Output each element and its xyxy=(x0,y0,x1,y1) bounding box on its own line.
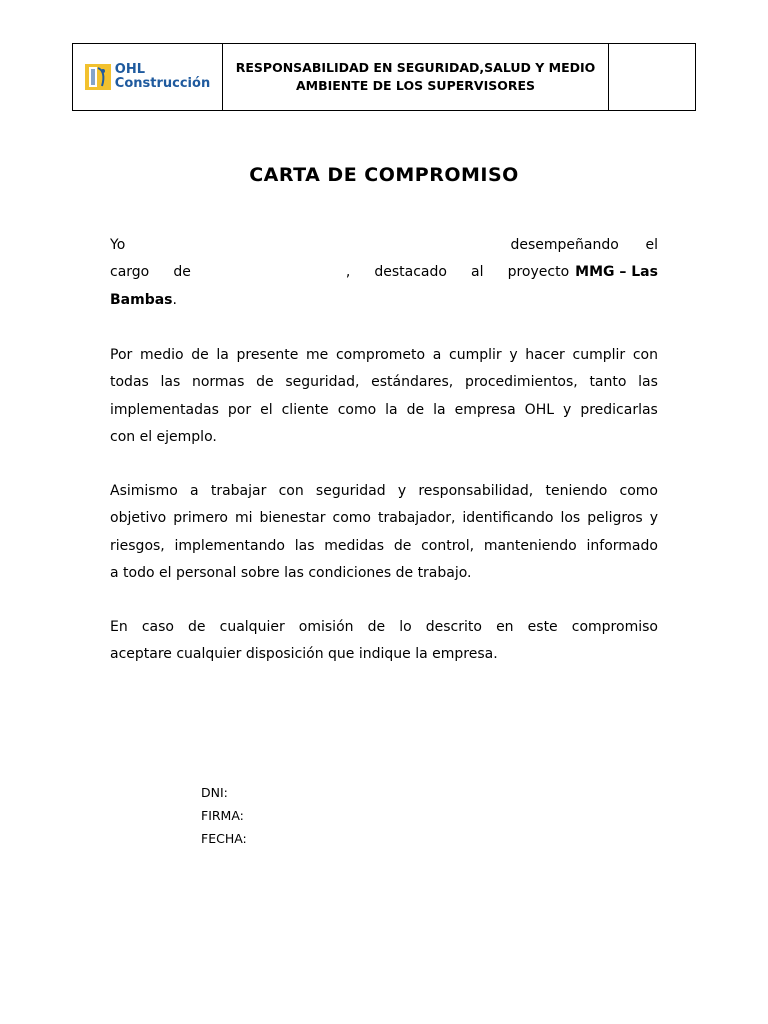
word: medio xyxy=(139,347,184,363)
word: implementando xyxy=(174,537,285,554)
intro-el: el xyxy=(645,237,658,253)
word: teniendo xyxy=(545,483,608,499)
intro-comma: , xyxy=(345,264,351,281)
word: con xyxy=(278,483,304,499)
dni-label: DNI: xyxy=(201,785,228,800)
intro-yo: Yo xyxy=(110,237,126,253)
word: bienestar xyxy=(259,510,326,527)
word: hacer xyxy=(525,347,565,363)
document-title: CARTA DE COMPROMISO xyxy=(249,164,519,186)
word: Por xyxy=(110,347,133,363)
word: mi xyxy=(234,510,253,527)
word: procedimientos, xyxy=(464,374,578,391)
word: tanto xyxy=(589,374,627,391)
word: peligros xyxy=(587,510,643,527)
paragraph-line xyxy=(110,369,658,396)
intro-desempenando: desempeñando xyxy=(510,237,619,253)
paragraph-safety xyxy=(110,478,658,587)
word: En xyxy=(110,619,128,635)
paragraph-line xyxy=(110,478,658,505)
word: las xyxy=(294,537,315,554)
word: las xyxy=(638,374,658,391)
word: en xyxy=(496,619,514,635)
company-logo xyxy=(85,63,210,91)
word: como xyxy=(337,401,377,418)
word: compromiso xyxy=(571,619,658,635)
word: trabajar xyxy=(210,483,267,499)
word: cumplir xyxy=(449,347,502,363)
word: cumplir xyxy=(572,347,626,363)
word: con xyxy=(632,347,658,363)
word: las xyxy=(160,374,181,391)
header-title-line1: RESPONSABILIDAD EN SEGURIDAD,SALUD Y MEDIO xyxy=(235,60,596,75)
logo-text xyxy=(115,63,210,91)
word: por xyxy=(227,401,252,418)
word: la xyxy=(385,401,398,418)
intro-cargo: cargo xyxy=(110,264,150,281)
firma-label: FIRMA: xyxy=(201,808,244,823)
word: comprometo xyxy=(335,347,426,363)
word: descrito xyxy=(425,619,482,635)
word: todas xyxy=(110,374,149,391)
word: de xyxy=(367,619,386,635)
intro-line-1 xyxy=(110,232,658,259)
word: medidas xyxy=(324,537,385,554)
word: como xyxy=(332,510,371,527)
paragraph-line xyxy=(110,505,658,532)
word: me xyxy=(306,347,329,363)
intro-desempenando-el xyxy=(510,232,658,259)
intro-destacado: destacado xyxy=(374,264,447,281)
word: la xyxy=(216,347,229,363)
logo-line2: Construcción xyxy=(114,76,211,91)
word: estándares, xyxy=(371,374,454,391)
intro-proyecto: proyecto xyxy=(507,264,570,281)
paragraph-line: a todo el personal sobre las condiciones de trabajo. xyxy=(110,564,472,581)
word: como xyxy=(619,483,658,499)
header-empty-cell xyxy=(609,44,695,110)
paragraph-line: aceptare cualquier disposición que indique la empresa. xyxy=(110,646,498,663)
word: y xyxy=(563,401,572,418)
word: el xyxy=(260,401,273,418)
word: responsabilidad, xyxy=(418,483,534,499)
header-table xyxy=(72,43,696,111)
header-title-line2: AMBIENTE DE LOS SUPERVISORES xyxy=(295,78,536,93)
fecha-label: FECHA: xyxy=(201,831,247,846)
word: de xyxy=(393,537,412,554)
word: implementadas xyxy=(110,401,219,418)
word: informado xyxy=(586,537,658,554)
paragraph-line xyxy=(110,533,658,560)
intro-line-2 xyxy=(110,259,658,286)
project-name-part2: Bambas xyxy=(110,291,173,308)
word: de xyxy=(188,619,206,635)
word: y xyxy=(509,347,518,363)
logo-line1: OHL xyxy=(114,62,146,77)
word: OHL xyxy=(524,401,555,418)
word: control, xyxy=(421,537,475,554)
word: presente xyxy=(236,347,299,363)
word: manteniendo xyxy=(483,537,577,554)
word: de xyxy=(406,401,425,418)
word: riesgos, xyxy=(110,537,165,554)
word: trabajador, xyxy=(377,510,456,527)
word: caso xyxy=(141,619,174,635)
word: de xyxy=(256,374,274,391)
word: este xyxy=(527,619,558,635)
header-title-cell xyxy=(223,44,609,110)
paragraph-line xyxy=(110,614,658,641)
intro-proyecto-group xyxy=(508,259,658,286)
paragraph-line: con el ejemplo. xyxy=(110,428,217,445)
intro-line-3 xyxy=(110,287,658,314)
word: cliente xyxy=(281,401,329,418)
intro-period: . xyxy=(172,291,177,308)
word: a xyxy=(432,347,442,363)
paragraph-line xyxy=(110,342,658,369)
word: y xyxy=(397,483,407,499)
paragraph-line xyxy=(110,397,658,424)
word: objetivo xyxy=(110,510,167,527)
word: la xyxy=(433,401,446,418)
word: los xyxy=(560,510,581,527)
word: predicarlas xyxy=(580,401,658,418)
word: omisión xyxy=(298,619,354,635)
word: lo xyxy=(399,619,412,635)
header-logo-cell xyxy=(73,44,223,110)
word: cualquier xyxy=(219,619,285,635)
word: a xyxy=(190,483,199,499)
word: Asimismo xyxy=(110,483,178,499)
intro-paragraph xyxy=(110,232,658,314)
project-name-part1: MMG – Las xyxy=(575,264,658,281)
word: primero xyxy=(173,510,228,527)
intro-de-group xyxy=(173,259,350,286)
word: de xyxy=(191,347,209,363)
word: seguridad, xyxy=(285,374,360,391)
intro-de: de xyxy=(173,264,191,281)
word: y xyxy=(649,510,658,527)
word: empresa xyxy=(454,401,516,418)
ohl-logo-icon xyxy=(85,64,111,90)
word: identificando xyxy=(462,510,554,527)
intro-al: al xyxy=(471,264,484,281)
word: seguridad xyxy=(315,483,386,499)
paragraph-commitment xyxy=(110,342,658,451)
word: normas xyxy=(191,374,245,391)
paragraph-omission xyxy=(110,614,658,669)
signature-block xyxy=(201,781,247,850)
